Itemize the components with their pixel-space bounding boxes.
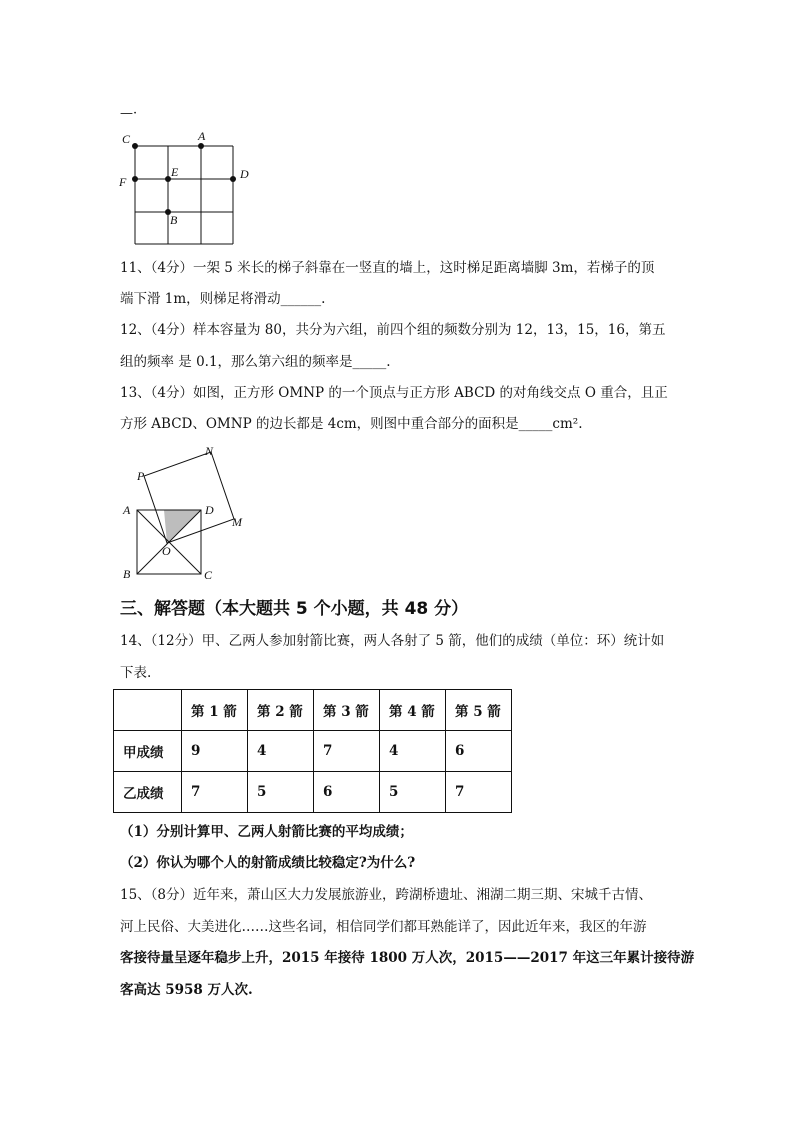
- label-a2: A: [123, 503, 131, 517]
- table-cell: 5: [248, 772, 314, 813]
- row-label: 乙成绩: [114, 772, 182, 813]
- q13-line1: 13、（4分）如图，正方形 OMNP 的一个顶点与正方形 ABCD 的对角线交点 O 重合，且正: [120, 385, 668, 401]
- point-c: [132, 143, 138, 149]
- score-table: [113, 689, 512, 813]
- label-c: C: [122, 132, 131, 146]
- table-cell: 7: [446, 772, 512, 813]
- q15-line4: 客高达 5958 万人次.: [120, 982, 253, 998]
- q12-line2: 组的频率 是 0.1，那么第六组的频率是_____.: [120, 354, 391, 370]
- table-corner-cell: [114, 690, 182, 731]
- q14-line1: 14、（12分）甲、乙两人参加射箭比赛，两人各射了 5 箭，他们的成绩（单位：环）统计如: [120, 633, 665, 649]
- table-header-row: [114, 690, 512, 731]
- table-header-cell: 第 3 箭: [314, 690, 380, 731]
- label-d: D: [240, 167, 249, 181]
- label-n: N: [205, 444, 214, 458]
- q14-sub1: （1）分别计算甲、乙两人射箭比赛的平均成绩；: [120, 824, 413, 840]
- point-f: [132, 176, 138, 182]
- q12-line1: 12、（4分）样本容量为 80，共分为六组，前四个组的频数分别为 12，13，15，16，第五: [120, 322, 666, 338]
- square-figure: [112, 440, 262, 585]
- table-header-cell: 第 1 箭: [182, 690, 248, 731]
- q11-line1: 11、（4分）一架 5 米长的梯子斜靠在一竖直的墙上，这时梯足距离墙脚 3m，若梯子的顶: [120, 260, 655, 276]
- section-title: 三、解答题（本大题共 5 个小题，共 48 分）: [120, 599, 469, 619]
- label-o: O: [162, 544, 171, 558]
- label-b2: B: [123, 567, 131, 581]
- point-d: [230, 176, 236, 182]
- table-header-cell: 第 4 箭: [380, 690, 446, 731]
- grid-figure: [112, 128, 262, 252]
- label-m: M: [232, 515, 242, 529]
- table-cell: 7: [182, 772, 248, 813]
- table-cell: 4: [248, 731, 314, 772]
- q14-sub2: （2）你认为哪个人的射箭成绩比较稳定?为什么?: [120, 855, 416, 871]
- table-cell: 9: [182, 731, 248, 772]
- q14-line2: 下表.: [120, 665, 152, 681]
- label-p: P: [137, 469, 145, 483]
- table-header-cell: 第 5 箭: [446, 690, 512, 731]
- table-row: [114, 731, 512, 772]
- q13-line2: 方形 ABCD、OMNP 的边长都是 4cm，则图中重合部分的面积是_____cm².: [120, 416, 583, 432]
- label-e: E: [171, 165, 179, 179]
- table-cell: 4: [380, 731, 446, 772]
- table-header-cell: 第 2 箭: [248, 690, 314, 731]
- table-cell: 6: [314, 772, 380, 813]
- table-cell: 5: [380, 772, 446, 813]
- label-d2: D: [205, 503, 214, 517]
- table-cell: 7: [314, 731, 380, 772]
- q15-line2: 河上民俗、大美进化……这些名词，相信同学们都耳熟能详了，因此近年来，我区的年游: [120, 919, 647, 935]
- row-label: 甲成绩: [114, 731, 182, 772]
- table-row: [114, 772, 512, 813]
- label-f: F: [119, 175, 127, 189]
- q15-line3: 客接待量呈逐年稳步上升，2015 年接待 1800 万人次，2015——2017 年这三年累计接待游: [120, 950, 695, 966]
- top-mark: —·: [120, 106, 138, 121]
- label-a: A: [198, 129, 206, 143]
- q11-line2: 端下滑 1m，则梯足将滑动______.: [120, 291, 326, 307]
- label-b: B: [170, 213, 178, 227]
- point-a: [198, 143, 204, 149]
- table-cell: 6: [446, 731, 512, 772]
- q15-line1: 15、（8分）近年来，萧山区大力发展旅游业，跨湖桥遗址、湘湖二期三期、宋城千古情、: [120, 887, 653, 903]
- label-c2: C: [204, 568, 213, 582]
